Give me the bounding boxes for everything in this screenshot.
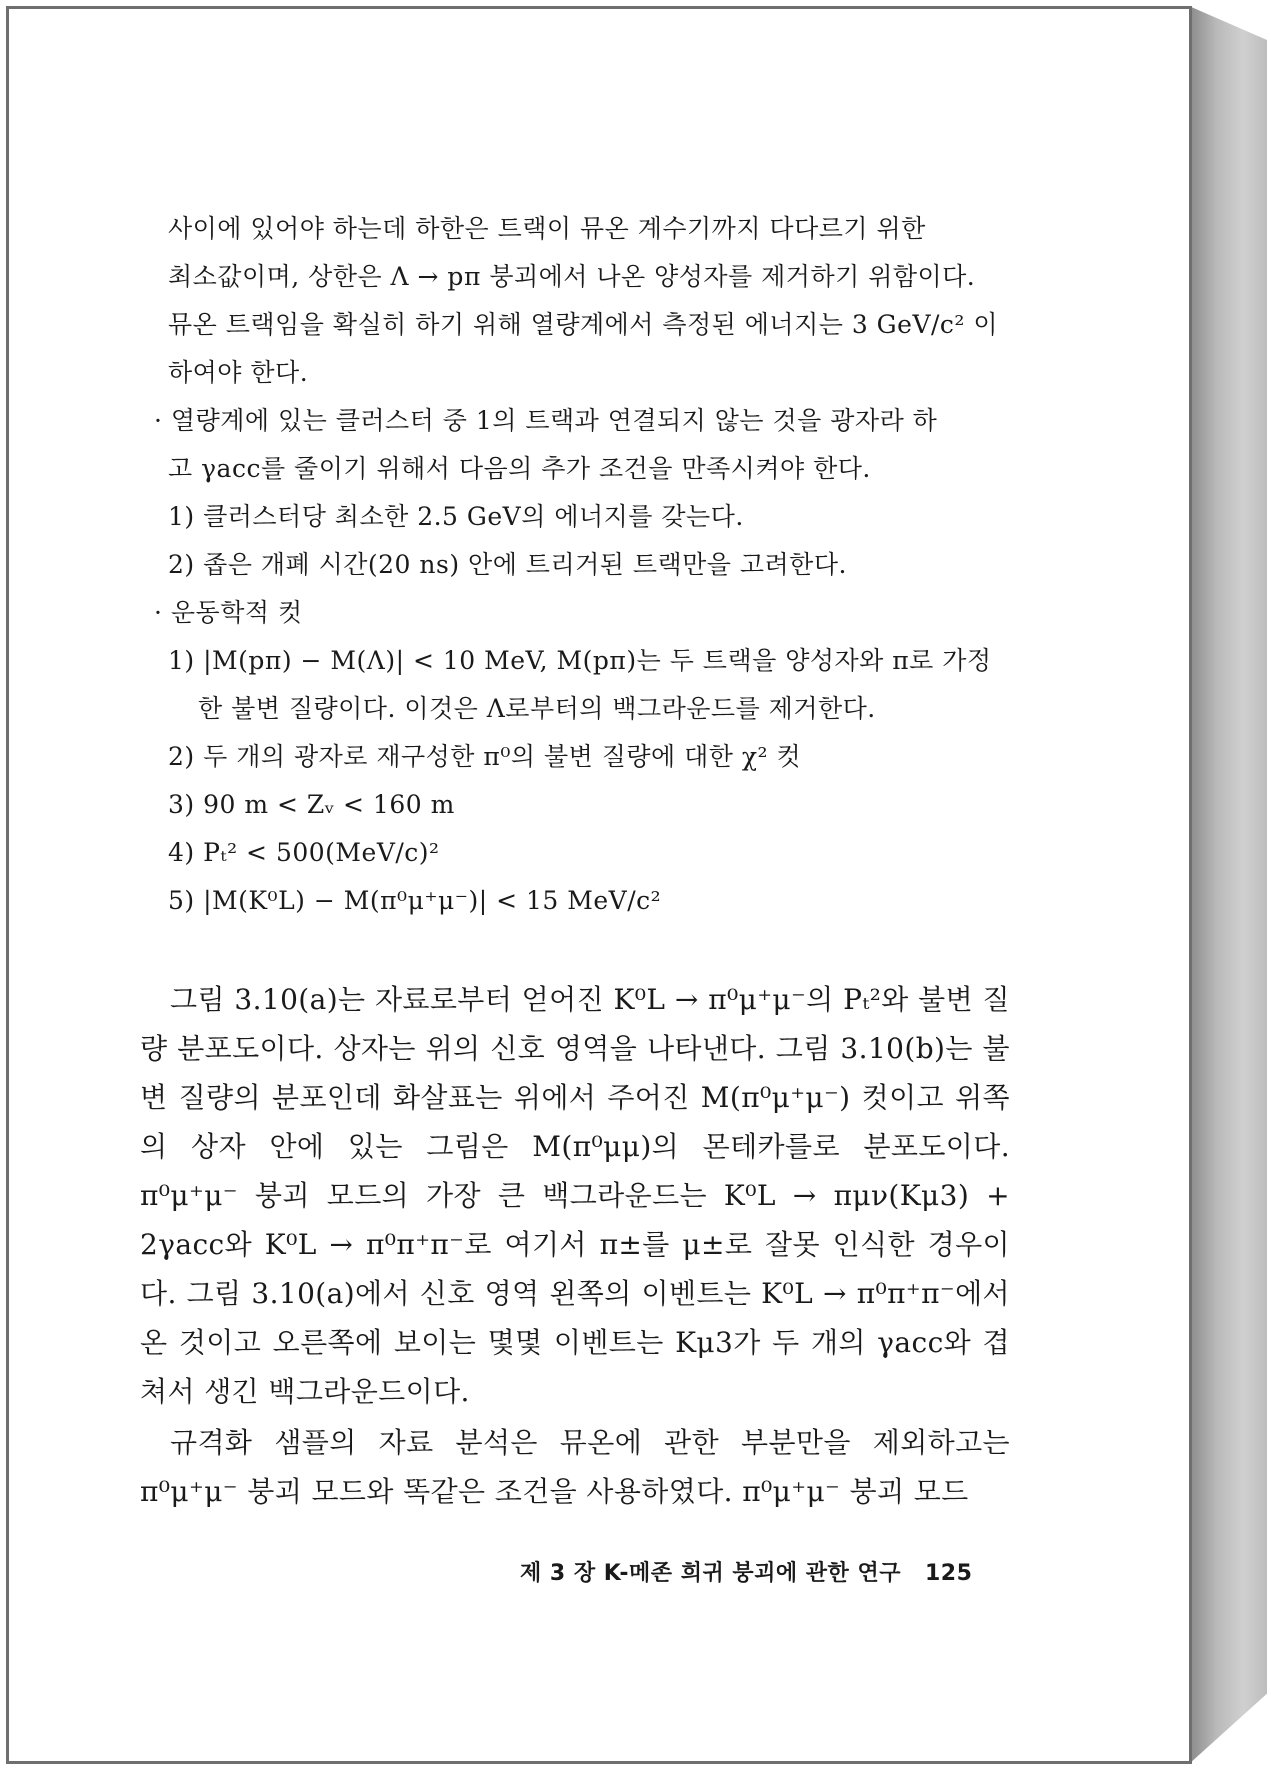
- bullet-item-kinematic: · 운동학적 컷: [154, 598, 303, 627]
- list-item: 1) 클러스터당 최소한 2.5 GeV의 에너지를 갖는다.: [168, 502, 744, 531]
- paragraph-normalization: 규격화 샘플의 자료 분석은 뮤온에 관한 부분만을 제외하고는 π⁰μ⁺μ⁻ 붕괴 모드와 똑같은 조건을 사용하였다. π⁰μ⁺μ⁻ 붕괴 모드: [140, 1426, 1010, 1508]
- conditions-list: [140, 205, 1010, 925]
- list-item: 1) |M(pπ) − M(Λ)| < 10 MeV, M(pπ)는 두 트랙을 양성자와 π로 가정: [168, 646, 992, 675]
- list-item: 3) 90 m < Zᵥ < 160 m: [168, 790, 455, 819]
- text-line: 한 불변 질량이다. 이것은 Λ로부터의 백그라운드를 제거한다.: [198, 694, 876, 723]
- list-item: 4) Pₜ² < 500(MeV/c)²: [168, 838, 440, 867]
- body-text: [140, 975, 1010, 1516]
- paragraph-figure-description: 그림 3.10(a)는 자료로부터 얻어진 K⁰L → π⁰μ⁺μ⁻의 Pₜ²와 불변 질량 분포도이다. 상자는 위의 신호 영역을 나타낸다. 그림 3.10(b)는 불변 질량의 분포인데 화살표는 위에서 주어진 M(π⁰μ⁺μ⁻) 컷이고 위쪽의 상자 안에 있는 그림은 M(π⁰μμ)의 몬테카를로 분포도이다. π⁰μ⁺μ⁻ 붕괴 모드의 가장 큰 백그라운드는 K⁰L → πμν(Kμ3) + 2γacc와 K⁰L → π⁰π⁺π⁻로 여기서 π±를 μ±로 잘못 인식한 경우이다. 그림 3.10(a)에서 신호 영역 왼쪽의 이벤트는 K⁰L → π⁰π⁺π⁻에서 온 것이고 오른쪽에 보이는 몇몇 이벤트는 Kμ3가 두 개의 γacc와 겹쳐서 생긴 백그라운드이다.: [140, 983, 1010, 1408]
- page-number: 125: [924, 1561, 973, 1586]
- chapter-title: 제 3 장 K-메존 희귀 붕괴에 관한 연구: [520, 1561, 901, 1586]
- list-item: 2) 좁은 개폐 시간(20 ns) 안에 트리거된 트랙만을 고려한다.: [168, 550, 847, 579]
- list-item: 2) 두 개의 광자로 재구성한 π⁰의 불변 질량에 대한 χ² 컷: [168, 742, 802, 771]
- bullet-item-photon: · 열량계에 있는 클러스터 중 1의 트랙과 연결되지 않는 것을 광자라 하: [154, 406, 938, 435]
- book-spine-edge: [1189, 6, 1267, 1764]
- running-footer: [520, 1556, 1080, 1587]
- text-line: 고 γacc를 줄이기 위해서 다음의 추가 조건을 만족시켜야 한다.: [168, 454, 871, 483]
- text-line: 뮤온 트랙임을 확실히 하기 위해 열량계에서 측정된 에너지는 3 GeV/c² 이: [168, 310, 999, 339]
- text-line: 최소값이며, 상한은 Λ → pπ 붕괴에서 나온 양성자를 제거하기 위함이다.: [168, 262, 976, 291]
- text-line: 사이에 있어야 하는데 하한은 트랙이 뮤온 계수기까지 다다르기 위한: [168, 214, 926, 243]
- list-item: 5) |M(K⁰L) − M(π⁰μ⁺μ⁻)| < 15 MeV/c²: [168, 886, 662, 915]
- text-line: 하여야 한다.: [168, 358, 309, 387]
